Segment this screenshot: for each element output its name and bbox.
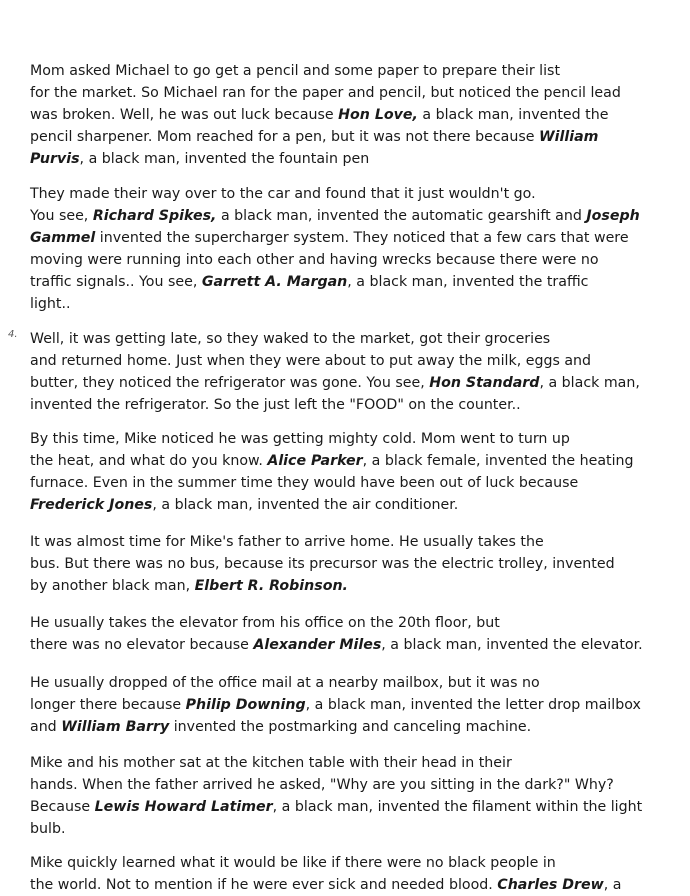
paragraph-text: , a black man, invented the elevator. (381, 637, 643, 653)
paragraph-trolley (30, 531, 680, 597)
margin-mark: 4. (8, 329, 18, 340)
paragraph-conclusion (30, 852, 680, 896)
paragraph-text: invented the supercharger system. They noticed that a few cars that were moving were running into each other and having wrecks because there were no traffic signals.. You see, (30, 230, 629, 290)
paragraph-car (30, 183, 680, 315)
paragraph-text: , a (603, 877, 622, 893)
inventor-name: Frederick Jones (30, 497, 153, 513)
paragraph-mailbox (30, 672, 680, 738)
paragraph-text: , a black man, invented the filament within the light bulb. (30, 799, 643, 837)
paragraph-text: Mike and his mother sat at the kitchen table with their head in their hands. When the father arrived he asked, "Why are you sitting in the dark?" Why? Because (30, 755, 614, 815)
inventor-name: Elbert R. Robinson. (194, 578, 348, 594)
paragraph-text: By this time, Mike noticed he was getting mighty cold. Mom went to turn up the heat, and what do you know. (30, 431, 570, 469)
paragraph-pencil (30, 60, 680, 170)
inventor-name: Alexander Miles (253, 637, 382, 653)
inventor-name: William Barry (61, 719, 170, 735)
inventor-name: Garrett A. Margan (201, 274, 348, 290)
paragraph-text: Well, it was getting late, so they waked to the market, got their groceries and returned home. Just when they were about to put away the milk, eggs and butter, they noticed the refrigerator was gone. You see, (30, 331, 592, 391)
paragraph-text: It was almost time for Mike's father to arrive home. He usually takes the bus. But there was no bus, because its precursor was the electric trolley, invented by another black man, (30, 534, 615, 594)
inventor-name: Joseph Gammel (30, 208, 640, 246)
paragraph-lightbulb (30, 752, 680, 840)
paragraph-text: invented the postmarking and canceling machine. (169, 719, 532, 735)
paragraph-text: , a black man, invented the refrigerator. So the just left the "FOOD" on the counter.. (30, 375, 640, 413)
inventor-name: Richard Spikes, (92, 208, 217, 224)
paragraph-text: , a black man, invented the traffic light.. (30, 274, 589, 312)
paragraph-text: , a black man, invented the letter drop mailbox and (30, 697, 641, 735)
paragraph-text: Mom asked Michael to go get a pencil and some paper to prepare their list for the market. So Michael ran for the paper and pencil, but noticed the pencil lead was broken. Well, he was out luck because (30, 63, 621, 123)
paragraph-heat (30, 428, 680, 516)
inventor-name: Charles Drew (497, 877, 604, 893)
inventor-name: Hon Standard (429, 375, 540, 391)
paragraph-text: a black man, invented the pencil sharpener. Mom reached for a pen, but it was not there because (30, 107, 609, 145)
inventor-name: Alice Parker (267, 453, 363, 469)
paragraph-text: He usually takes the elevator from his office on the 20th floor, but there was no elevator because (30, 615, 500, 653)
inventor-name: Philip Downing (185, 697, 306, 713)
paragraph-text: Mike quickly learned what it would be like if there were no black people in the world. Not to mention if he were ever sick and needed blood. (30, 855, 556, 893)
paragraph-text: a black man, invented the automatic gearshift and (216, 208, 587, 224)
paragraph-text: They made their way over to the car and found that it just wouldn't go. You see, (30, 186, 536, 224)
paragraph-refrigerator (30, 328, 680, 416)
paragraph-elevator (30, 612, 680, 656)
inventor-name: William Purvis (30, 129, 599, 167)
paragraph-text: , a black man, invented the air conditioner. (152, 497, 459, 513)
paragraph-text: , a black man, invented the fountain pen (79, 151, 370, 167)
paragraph-text: He usually dropped of the office mail at a nearby mailbox, but it was no longer there because (30, 675, 540, 713)
paragraph-text: , a black female, invented the heating furnace. Even in the summer time they would have been out of luck because (30, 453, 634, 491)
inventor-name: Lewis Howard Latimer (94, 799, 273, 815)
inventor-name: Hon Love, (338, 107, 418, 123)
